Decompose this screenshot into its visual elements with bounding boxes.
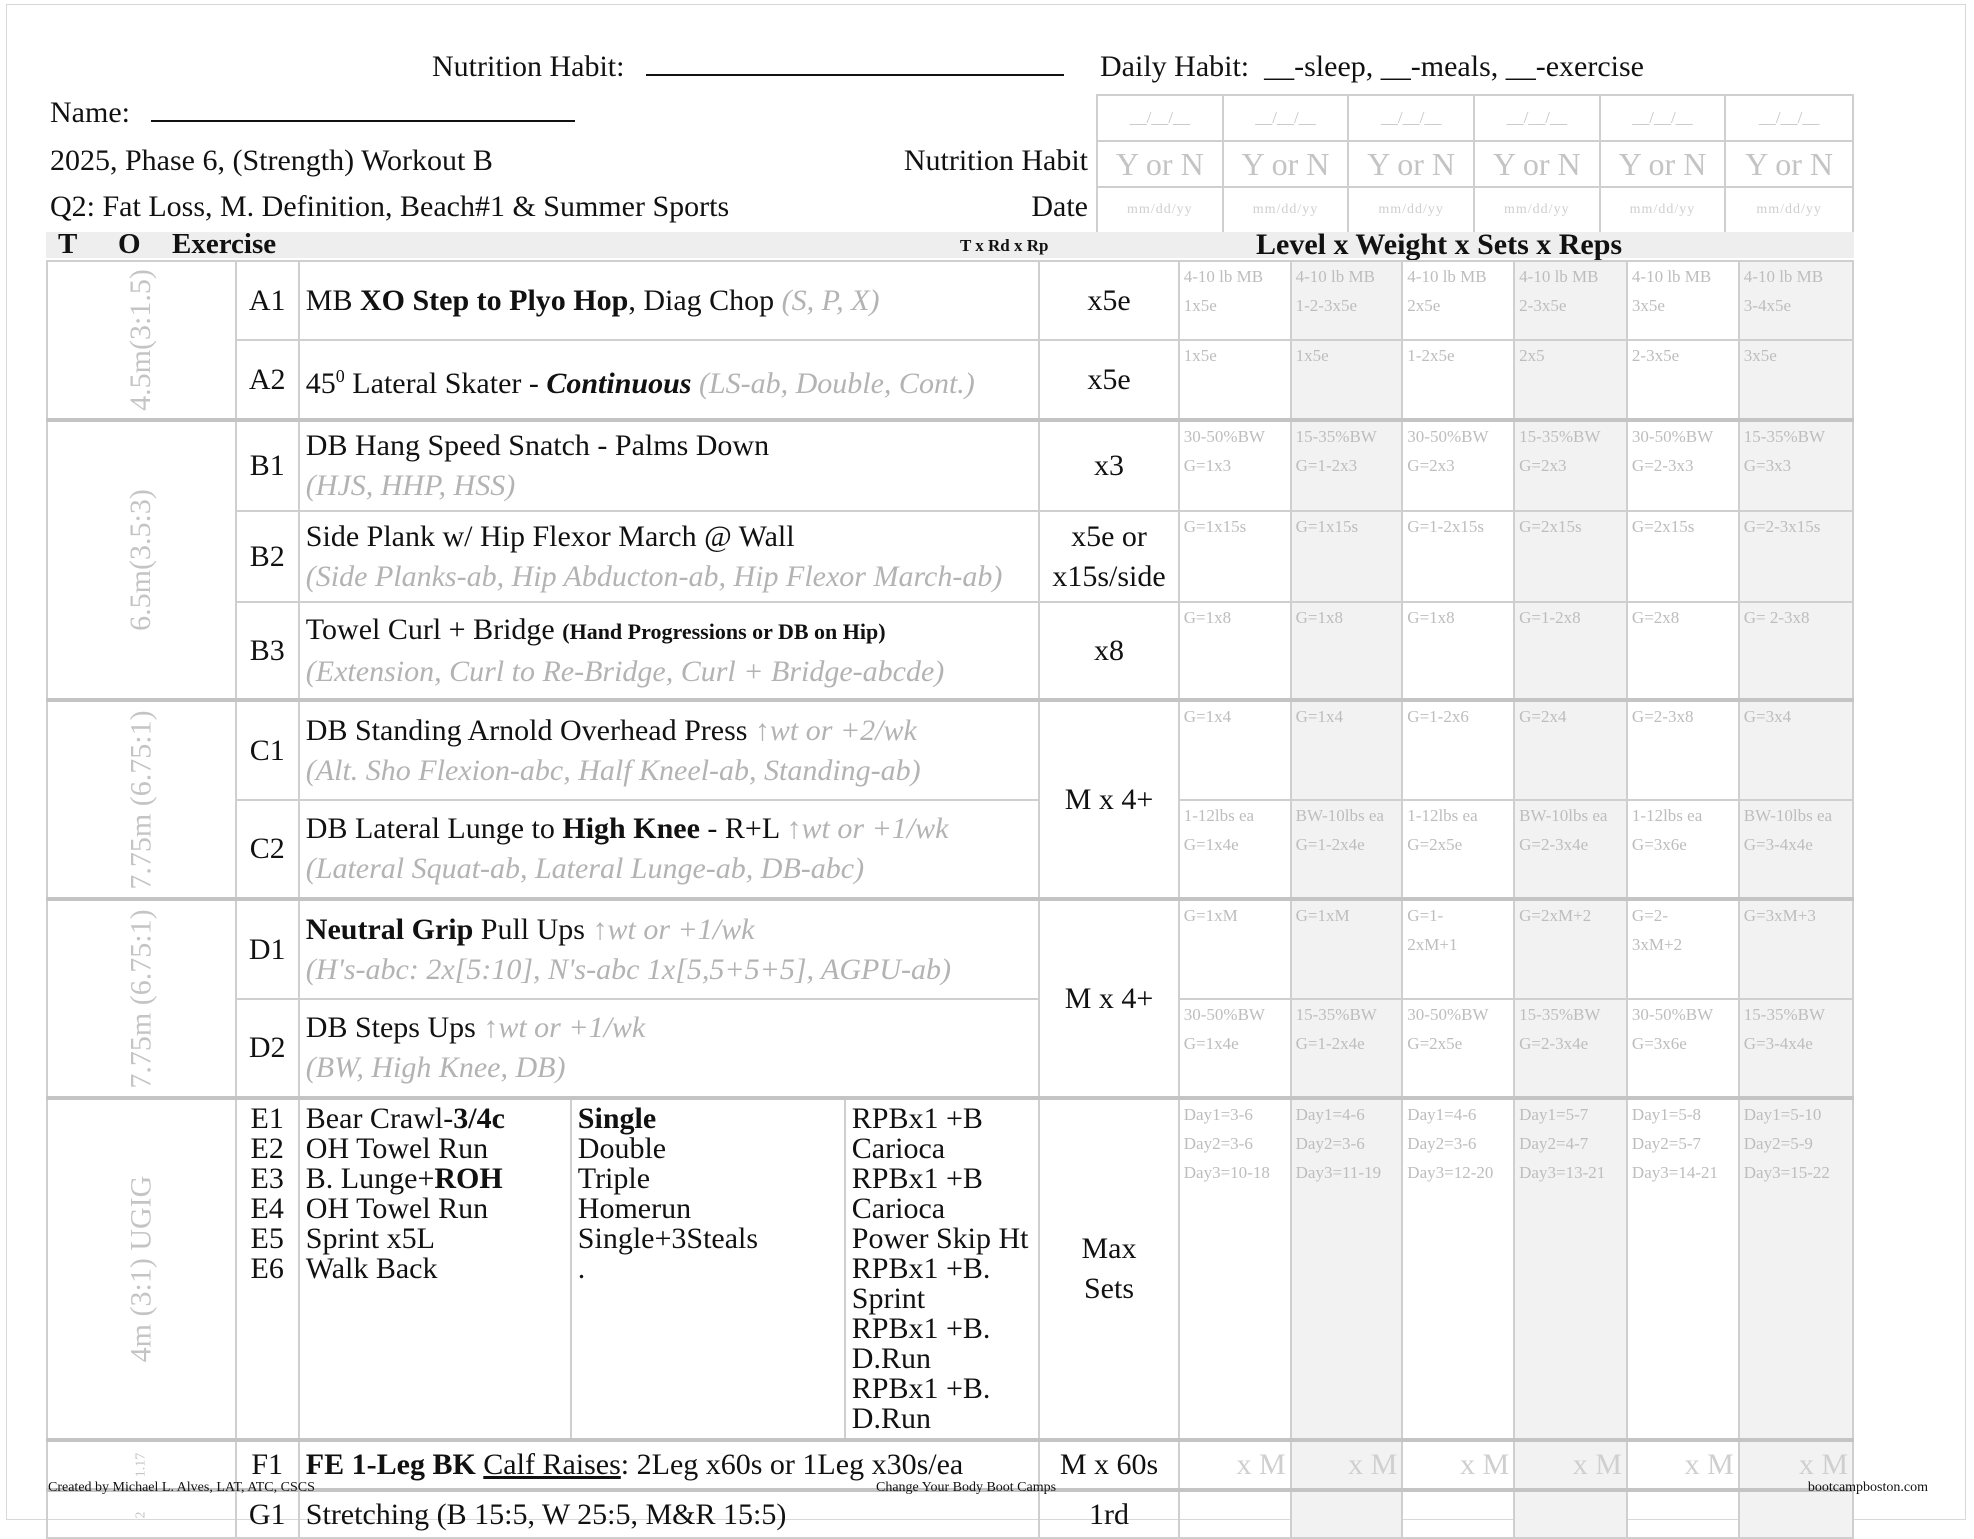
level-cell[interactable]: 30-50%BW G=2x5e [1402,999,1514,1098]
exercise-d2: DB Steps Ups ↑wt or +1/wk (BW, High Knee, DB) [299,999,1039,1098]
order-label: E5 [250,1222,284,1255]
date-cell[interactable]: mm/dd/yy [1223,187,1349,233]
level-cell[interactable]: BW-10lbs ea G=2-3x4e [1514,800,1627,899]
level-cell[interactable]: G=1x8 [1402,602,1514,700]
level-cell[interactable]: BW-10lbs ea G=3-4x4e [1739,800,1853,899]
nutrition-row-label: Nutrition Habit [903,144,1088,177]
level-cell[interactable]: BW-10lbs ea G=1-2x4e [1291,800,1403,899]
order-label: A2 [236,340,299,420]
level-cell[interactable]: G=1xM [1291,899,1403,999]
group-b-time: 6.5m(3.5:3) [47,420,236,700]
exercise-a2: $45^0$ Lateral Skater - Continuous (LS-ab, Double, Cont.) [299,340,1039,420]
exercise-d1: Neutral Grip Pull Ups ↑wt or +1/wk (H's-abc: 2x[5:10], N's-abc 1x[5,5+5+5], AGPU-ab) [299,899,1039,999]
row-e [47,1098,1853,1440]
xm-cell[interactable]: x M [1627,1440,1739,1490]
level-cell[interactable]: 3x5e [1739,340,1853,420]
order-label: F1 [236,1440,299,1490]
level-cell[interactable]: G=1xM [1179,899,1291,999]
level-cell[interactable]: 4-10 lb MB 3-4x5e [1739,261,1853,340]
level-cell[interactable]: G=1x8 [1291,602,1403,700]
col-t-header: T [58,228,78,260]
level-cell[interactable]: G=2x15s [1627,511,1739,602]
level-cell[interactable]: 2x5 [1514,340,1627,420]
xm-cell[interactable]: x M [1179,1440,1291,1490]
level-cell[interactable]: G=3xM+3 [1739,899,1853,999]
level-cell[interactable]: 1x5e [1179,340,1291,420]
level-cell[interactable]: 4-10 lb MB 2x5e [1402,261,1514,340]
group-a-time: 4.5m(3:1.5) [47,261,236,420]
blank-cell[interactable]: __/__/__ [1725,95,1853,141]
level-cell[interactable]: Day1=3-6 Day2=3-6 Day3=10-18 [1179,1098,1291,1440]
row-a1 [47,261,1853,340]
stretch-cell[interactable] [1291,1490,1403,1538]
order-label: E2 [250,1132,284,1165]
yn-row [1097,141,1853,187]
order-label: B3 [236,602,299,700]
exercise-c1: DB Standing Arnold Overhead Press ↑wt or +2/wk (Alt. Sho Flexion-abc, Half Kneel-ab, Standing-ab) [299,700,1039,800]
level-cell[interactable]: G=1x15s [1179,511,1291,602]
level-cell[interactable]: G=1x8 [1179,602,1291,700]
level-cell[interactable]: 15-35%BW G=1-2x3 [1291,420,1403,511]
name-line: Name: [50,96,575,130]
level-cell[interactable]: 4-10 lb MB 2-3x5e [1514,261,1627,340]
xm-cell[interactable]: x M [1514,1440,1627,1490]
level-cell[interactable]: G=2x4 [1514,700,1627,800]
level-cell[interactable]: G=2x8 [1627,602,1739,700]
row-d2 [47,999,1853,1098]
group-g-time: 2 [47,1490,236,1538]
blank-cell[interactable]: __/__/__ [1474,95,1600,141]
col-level-header: Level x Weight x Sets x Reps [1256,228,1623,261]
col-rx-header: T x Rd x Rp [960,236,1049,255]
level-cell[interactable]: G=1-2x8 [1514,602,1627,700]
order-label: C2 [236,800,299,899]
order-label: D1 [236,899,299,999]
level-cell[interactable]: 30-50%BW G=1x3 [1179,420,1291,511]
stretch-cell[interactable] [1514,1490,1627,1538]
exercise-b2: Side Plank w/ Hip Flexor March @ Wall (Side Planks-ab, Hip Abducton-ab, Hip Flexor March-ab) [299,511,1039,602]
xm-cell[interactable]: x M [1739,1440,1853,1490]
exercise-g1: Stretching (B 15:5, W 25:5, M&R 15:5) [299,1490,1039,1538]
exercise-b3: Towel Curl + Bridge (Hand Progressions or DB on Hip) (Extension, Curl to Re-Bridge, Curl + Bridge-abcde) [299,602,1039,700]
order-label: E3 [250,1162,284,1195]
stretch-cell[interactable] [1627,1490,1739,1538]
level-cell[interactable]: 1-12lbs ea G=3x6e [1627,800,1739,899]
exercise-f1: FE 1-Leg BK Calf Raises: 2Leg x60s or 1Leg x30s/ea [299,1440,1039,1490]
name-blank[interactable] [151,118,575,122]
e-col-movement: Bear Crawl-3/4c OH Towel Run B. Lunge+ROH OH Towel Run Sprint x5L Walk Back [300,1100,572,1438]
order-label: E6 [250,1252,284,1285]
tracking-header-grid [1096,94,1854,234]
order-label: D2 [236,999,299,1098]
level-cell[interactable]: 4-10 lb MB 3x5e [1627,261,1739,340]
row-g1 [47,1490,1853,1538]
level-cell[interactable]: G=1x4 [1179,700,1291,800]
exercise-b1: DB Hang Speed Snatch - Palms Down (HJS, HHP, HSS) [299,420,1039,511]
nutrition-habit-blank[interactable] [646,72,1064,76]
col-o-header: O [118,228,141,260]
level-cell[interactable]: G=1x15s [1291,511,1403,602]
xm-cell[interactable]: x M [1291,1440,1403,1490]
date-row-label: Date [1031,190,1088,223]
rx-e: Max Sets [1039,1098,1179,1440]
stretch-cell[interactable] [1739,1490,1853,1538]
exercise-a1: MB XO Step to Plyo Hop, Diag Chop (S, P, X) [299,261,1039,340]
footer-website[interactable]: bootcampboston.com [1807,1480,1928,1495]
goals-line: Q2: Fat Loss, M. Definition, Beach#1 & Summer Sports [50,190,730,223]
yn-cell[interactable]: Y or N [1600,141,1726,187]
level-cell[interactable]: G=1-2x6 [1402,700,1514,800]
row-c1 [47,700,1853,800]
level-cell[interactable]: 15-35%BW G=3-4x4e [1739,999,1853,1098]
row-d1 [47,899,1853,999]
order-label: E1 [250,1102,284,1135]
level-cell[interactable]: 15-35%BW G=2x3 [1514,420,1627,511]
date-cell[interactable]: mm/dd/yy [1097,187,1223,233]
level-cell[interactable]: G=1- 2xM+1 [1402,899,1514,999]
blank-cell[interactable]: __/__/__ [1600,95,1726,141]
date-cell[interactable]: mm/dd/yy [1725,187,1853,233]
level-cell[interactable]: 1x5e [1291,340,1403,420]
yn-cell[interactable]: Y or N [1474,141,1600,187]
daily-habit-blanks[interactable]: __-sleep, __-meals, __-exercise [1264,50,1644,83]
daily-habit-line: Daily Habit: __-sleep, __-meals, __-exercise [1100,50,1644,83]
order-label: G1 [236,1490,299,1538]
stretch-cell[interactable] [1402,1490,1514,1538]
level-cell[interactable]: 15-35%BW G=3x3 [1739,420,1853,511]
order-label: A1 [236,261,299,340]
level-cell[interactable]: 30-50%BW G=2x3 [1402,420,1514,511]
workout-table [46,260,1854,1539]
level-cell[interactable]: 30-50%BW G=2-3x3 [1627,420,1739,511]
xm-cell[interactable]: x M [1402,1440,1514,1490]
blank-row [1097,95,1853,141]
level-cell[interactable]: 15-35%BW G=2-3x4e [1514,999,1627,1098]
rx-b3: x8 [1039,602,1179,700]
rx-b1: x3 [1039,420,1179,511]
level-cell[interactable]: 1-2x5e [1402,340,1514,420]
row-b1 [47,420,1853,511]
level-cell[interactable]: G=2-3x8 [1627,700,1739,800]
level-cell[interactable]: G=1-2x15s [1402,511,1514,602]
yn-cell[interactable]: Y or N [1725,141,1853,187]
level-cell[interactable]: 30-50%BW G=3x6e [1627,999,1739,1098]
yn-cell[interactable]: Y or N [1097,141,1223,187]
level-cell[interactable]: 2-3x5e [1627,340,1739,420]
level-cell[interactable]: Day1=5-7 Day2=4-7 Day3=13-21 [1514,1098,1627,1440]
order-label: B1 [236,420,299,511]
row-a2 [47,340,1853,420]
level-cell[interactable]: G=1x4 [1291,700,1403,800]
date-cell[interactable]: mm/dd/yy [1474,187,1600,233]
level-cell[interactable]: Day1=4-6 Day2=3-6 Day3=11-19 [1291,1098,1403,1440]
group-d-time: 7.75m (6.75:1) [47,899,236,1098]
group-c-time: 7.75m (6.75:1) [47,700,236,899]
row-b3 [47,602,1853,700]
nutrition-habit-line: Nutrition Habit: [432,50,1064,84]
e-order-list [236,1098,299,1440]
date-cell[interactable]: mm/dd/yy [1348,187,1474,233]
rx-a2: x5e [1039,340,1179,420]
date-row [1097,187,1853,233]
group-e-time: 4m (3:1) UGIG [47,1098,236,1440]
level-cell[interactable]: 1-12lbs ea G=2x5e [1402,800,1514,899]
row-b2 [47,511,1853,602]
rx-g1: 1rd [1039,1490,1179,1538]
rx-a1: x5e [1039,261,1179,340]
group-f-time: 1.17 [47,1440,236,1490]
level-cell[interactable]: G=2x15s [1514,511,1627,602]
e-col-base: Single Double Triple Homerun Single+3Steals . [572,1100,846,1438]
level-cell[interactable]: 1-12lbs ea G=1x4e [1179,800,1291,899]
blank-cell[interactable]: __/__/__ [1097,95,1223,141]
order-label: B2 [236,511,299,602]
level-cell[interactable]: G= 2-3x8 [1739,602,1853,700]
footer-brand: Change Your Body Boot Camps [876,1480,1057,1495]
level-cell[interactable]: G=2xM+2 [1514,899,1627,999]
col-exercise-header: Exercise [172,228,277,260]
level-cell[interactable]: Day1=5-10 Day2=5-9 Day3=15-22 [1739,1098,1853,1440]
rx-c: M x 4+ [1039,700,1179,899]
blank-cell[interactable]: __/__/__ [1223,95,1349,141]
rx-d: M x 4+ [1039,899,1179,1098]
rx-b2: x5e or x15s/side [1039,511,1179,602]
rx-f1: M x 60s [1039,1440,1179,1490]
row-c2 [47,800,1853,899]
exercise-e [299,1098,1039,1440]
e-col-finish: RPBx1 +B Carioca RPBx1 +B Carioca Power Skip Ht RPBx1 +B. Sprint RPBx1 +B. D.Run RPBx1 +B. D.Run [851,1102,1029,1435]
order-label: C1 [236,700,299,800]
yn-cell[interactable]: Y or N [1348,141,1474,187]
workout-title: 2025, Phase 6, (Strength) Workout B [50,144,493,177]
level-cell[interactable]: 15-35%BW G=1-2x4e [1291,999,1403,1098]
level-cell[interactable]: 30-50%BW G=1x4e [1179,999,1291,1098]
level-cell[interactable]: 4-10 lb MB 1x5e [1179,261,1291,340]
date-cell[interactable]: mm/dd/yy [1600,187,1726,233]
level-cell[interactable]: G=2-3x15s [1739,511,1853,602]
level-cell[interactable]: G=2- 3xM+2 [1627,899,1739,999]
level-cell[interactable]: Day1=5-8 Day2=5-7 Day3=14-21 [1627,1098,1739,1440]
footer-credit: Created by Michael L. Alves, LAT, ATC, CSCS [48,1480,315,1495]
level-cell[interactable]: Day1=4-6 Day2=3-6 Day3=12-20 [1402,1098,1514,1440]
level-cell[interactable]: 4-10 lb MB 1-2-3x5e [1291,261,1403,340]
level-cell[interactable]: G=3x4 [1739,700,1853,800]
yn-cell[interactable]: Y or N [1223,141,1349,187]
stretch-cell[interactable] [1179,1490,1291,1538]
exercise-c2: DB Lateral Lunge to High Knee - R+L ↑wt or +1/wk (Lateral Squat-ab, Lateral Lunge-ab, DB-abc) [299,800,1039,899]
blank-cell[interactable]: __/__/__ [1348,95,1474,141]
order-label: E4 [250,1192,284,1225]
